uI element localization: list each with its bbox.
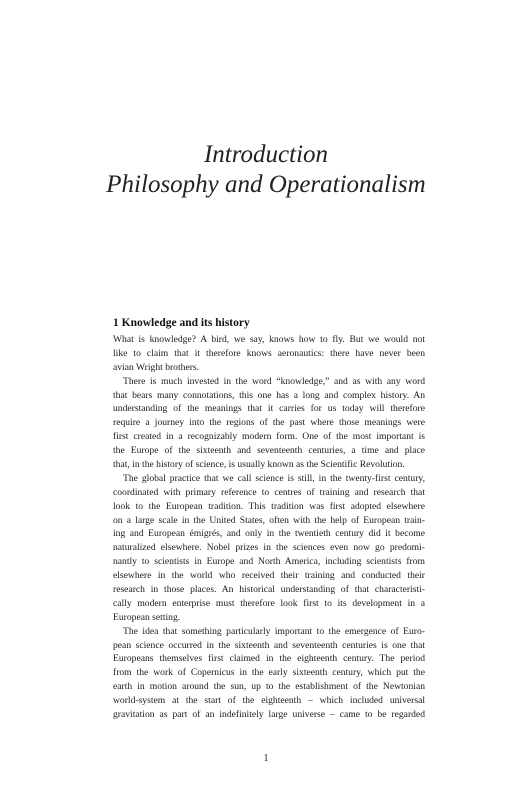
- body-text: [113, 333, 425, 722]
- body-line: elsewhere in the world who received their training and conducted their: [113, 570, 425, 582]
- body-line: nantly to scientists in Europe and North America, including scientists from: [113, 556, 425, 568]
- chapter-title-line-2: Philosophy and Operationalism: [106, 171, 426, 198]
- section-heading: 1 Knowledge and its history: [113, 317, 250, 329]
- body-line: require a journey into the regions of the past where those meanings were: [113, 417, 425, 429]
- body-line: from the work of Copernicus in the early sixteenth century, which put the: [113, 667, 425, 679]
- body-line: coordinated with primary reference to centres of training and research that: [113, 486, 425, 498]
- body-line: The idea that something particularly important to the emergence of Euro-: [123, 625, 425, 637]
- body-line: naturalized elsewhere. Nobel prizes in the sciences even now go predomi-: [113, 542, 425, 554]
- body-line: gravitation as part of an indefinitely large universe – came to be regarded: [113, 709, 425, 721]
- body-line: What is knowledge? A bird, we say, knows how to fly. But we would not: [113, 334, 425, 345]
- body-line: that, in the history of science, is usually known as the Scientific Revolution.: [113, 459, 405, 471]
- body-line: the Europe of the sixteenth and seventeenth centuries, a time and place: [113, 445, 425, 457]
- chapter-title: [0, 140, 532, 200]
- body-line: The global practice that we call science is still, in the twenty-first century,: [123, 472, 425, 484]
- body-line: pean science occurred in the sixteenth and seventeenth centuries is one that: [113, 639, 425, 651]
- body-line: like to claim that it therefore knows aeronautics: there have never been: [113, 347, 425, 359]
- body-line: European setting.: [113, 611, 181, 623]
- body-line: There is much invested in the word “knowledge,” and as with any word: [123, 375, 425, 387]
- body-line: understanding of the meanings that it carries for us today will therefore: [113, 403, 425, 415]
- body-line: that bears many connotations, this one has a long and complex history. An: [113, 389, 425, 401]
- body-line: cally modern enterprise must therefore look first to its development in a: [113, 597, 425, 609]
- body-line: Europeans themselves first claimed in the eighteenth century. The period: [113, 653, 425, 665]
- body-line: world-system at the start of the eighteenth – which included universal: [113, 695, 425, 707]
- body-line: avian Wright brothers.: [113, 361, 200, 373]
- body-line: research in those places. An historical understanding of that characteristi-: [113, 584, 425, 596]
- page-number: 1: [263, 753, 269, 764]
- body-line: first created in a recognizably modern form. One of the most important is: [113, 431, 425, 443]
- body-line: earth in motion around the sun, up to the establishment of the Newtonian: [113, 681, 425, 693]
- body-line: look to the European tradition. This tradition was first adopted elsewhere: [113, 500, 425, 512]
- chapter-title-line-1: Introduction: [203, 141, 329, 168]
- body-line: on a large scale in the United States, often with the help of European train-: [113, 514, 425, 526]
- body-line: ing and European émigrés, and only in the twentieth century did it become: [113, 528, 425, 540]
